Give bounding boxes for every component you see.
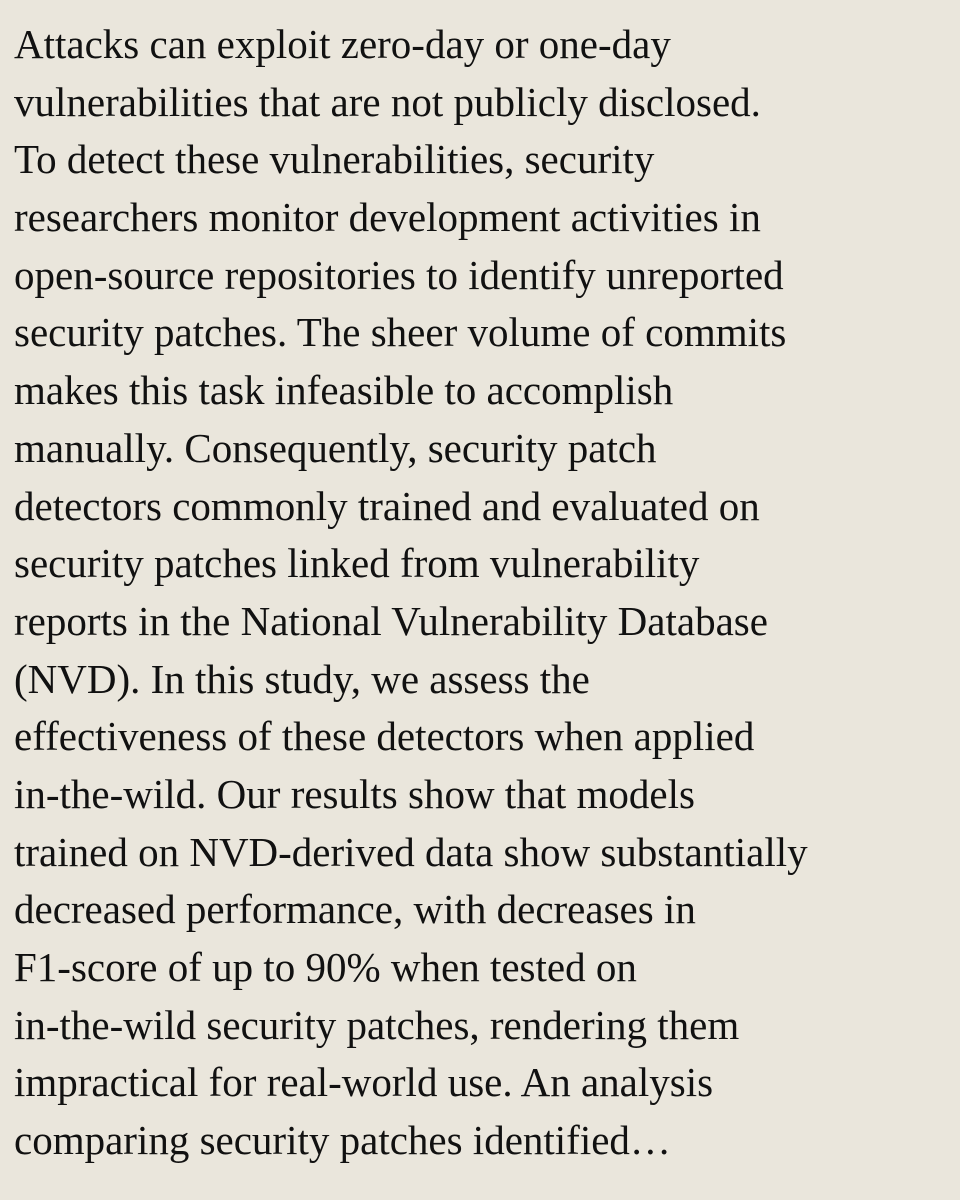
- text-line-2: vulnerabilities that are not publicly disclosed.: [14, 78, 761, 125]
- text-line-12: (NVD). In this study, we assess the: [14, 655, 590, 702]
- text-line-11: reports in the National Vulnerability Database: [14, 597, 768, 644]
- text-line-16: decreased performance, with decreases in: [14, 886, 696, 933]
- text-line-13: effectiveness of these detectors when applied: [14, 713, 755, 760]
- text-line-20: comparing security patches identified…: [14, 1117, 671, 1164]
- text-line-1: Attacks can exploit zero-day or one-day: [14, 21, 671, 67]
- text-line-3: To detect these vulnerabilities, security: [14, 136, 655, 183]
- text-line-8: manually. Consequently, security patch: [14, 424, 657, 471]
- text-line-17: F1-score of up to 90% when tested on: [14, 944, 637, 990]
- text-line-9: detectors commonly trained and evaluated on: [14, 482, 760, 529]
- text-line-18: in-the-wild security patches, rendering them: [14, 1001, 740, 1048]
- text-line-15: trained on NVD-derived data show substantially: [14, 828, 808, 875]
- text-line-14: in-the-wild. Our results show that models: [14, 770, 695, 817]
- text-line-10: security patches linked from vulnerability: [14, 540, 700, 587]
- text-line-5: open-source repositories to identify unreported: [14, 251, 784, 298]
- text-line-19: impractical for real-world use. An analysis: [14, 1059, 714, 1106]
- text-line-4: researchers monitor development activities in: [14, 194, 761, 241]
- abstract-paragraph: [14, 16, 960, 1170]
- text-line-6: security patches. The sheer volume of commits: [14, 309, 787, 356]
- text-line-7: makes this task infeasible to accomplish: [14, 367, 674, 414]
